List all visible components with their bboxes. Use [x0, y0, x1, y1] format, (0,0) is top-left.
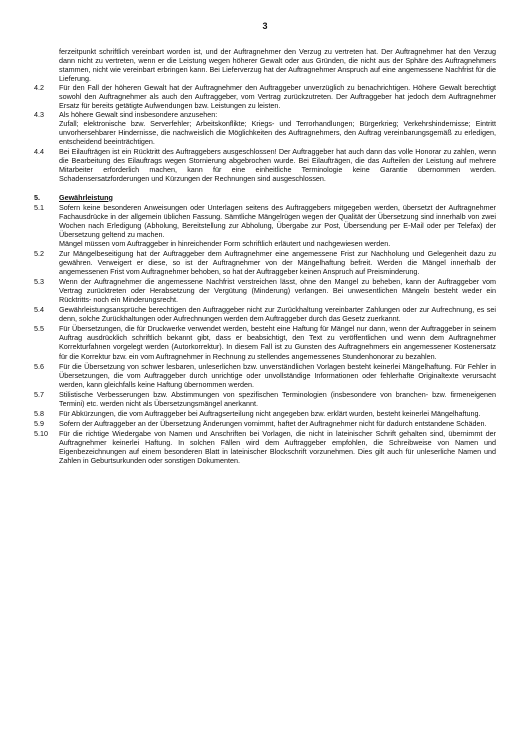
paragraph-text-note: Mängel müssen vom Auftraggeber in hinreichender Form schriftlich erläutert und nachgewiesen werden. — [59, 238, 391, 248]
paragraph-5-10 — [34, 429, 496, 465]
paragraph-text: Für die richtige Wiedergabe von Namen und Anschriften bei Vorlagen, die nicht in lateinischer Schrift gehalten sind, übernimmt der Auftragnehmer keinerlei Haftung. In solchen Fällen wird dem Auftraggeber empfohlen, die Schreibweise von Namen und Eigenbezeichnungen auf einem besonderen Blatt in lateinischer Blockschrift vorzunehmen. Dies gilt auch für unleserliche Namen und Zahlen in Geburtsurkunden oder sonstigen Dokumenten. — [59, 428, 496, 466]
paragraph-number: 5.10 — [34, 428, 48, 438]
section-number: 5. — [34, 192, 40, 202]
paragraph-5-1 — [34, 203, 496, 248]
paragraph-text-list: Zufall; elektronische bzw. Serverfehler; Arbeitskonflikte; Kriegs- und Terrorhandlungen; Bürgerkrieg; Verkehrshindernisse; Eintritt unvorhersehbarer Hindernisse, die nachweislich die Möglichkeiten des Auftragnehmers, den Auftrag vereinbarungsgemäß zu erledigen, entscheidend beeinträchtigen. — [59, 119, 496, 147]
paragraph-5-7 — [34, 390, 496, 408]
paragraph-text: Gewährleistungsansprüche berechtigen den Auftraggeber nicht zur Zurückhaltung vereinbarter Zahlungen oder zur Aufrechnung, es sei denn, solche Zurückhaltungen oder Aufrechnungen werden dem Auftraggeber durch das Gesetz zuerkannt. — [59, 305, 496, 324]
paragraph-5-9 — [34, 419, 496, 428]
paragraph-number: 5.4 — [34, 305, 44, 315]
paragraph-4-2 — [34, 83, 496, 110]
paragraph-number: 4.3 — [34, 110, 44, 120]
paragraph-4-3 — [34, 110, 496, 146]
paragraph-number: 5.7 — [34, 389, 44, 399]
paragraph-number: 4.4 — [34, 146, 44, 156]
paragraph-text: Sofern keine besonderen Anweisungen oder Unterlagen seitens des Auftraggebers mitgegeben werden, übersetzt der Auftragnehmer Fachausdrücke in der allgemein üblichen Fassung. Sämtliche Mängelrügen wegen der Qualität der Übersetzung sind innerhalb von zwei Wochen nach Erledigung (Abholung, Bereitstellung zur Abholung, Übergabe zur Post, Übersendung per E-Mail oder per Telefax) der Übersetzung geltend zu machen. — [59, 202, 496, 239]
page-number: 3 — [262, 21, 268, 31]
paragraph-text: ferzeitpunkt schriftlich vereinbart worden ist, und der Auftragnehmer den Verzug zu vertreten hat. Der Auftragnehmer hat den Verzug dann nicht zu vertreten, wenn er die Leistung wegen höherer Gewalt oder aus Gründen, die nicht aus der Sphäre des Auftragnehmers stammen, nicht wie vereinbart erbringen kann. Bei Lieferverzug hat der Auftragnehmer Anspruch auf eine angemessene Nachfrist für die Lieferung. — [59, 47, 496, 84]
paragraph-5-2 — [34, 249, 496, 276]
paragraph-text: Für Abkürzungen, die vom Auftraggeber bei Auftragserteilung nicht angegeben bzw. erklärt wurden, besteht keinerlei Mängelhaftung. — [59, 408, 481, 418]
paragraph-text: Wenn der Auftragnehmer die angemessene Nachfrist verstreichen lässt, ohne den Mangel zu beheben, kann der Auftraggeber vom Vertrag zurücktreten oder Herabsetzung der Vergütung (Minderung) verlangen. Bei unwesentlichen Mängeln besteht weder ein Rücktritts- noch ein Minderungsrecht. — [59, 277, 496, 305]
paragraph-5-5 — [34, 324, 496, 360]
paragraph-text: Als höhere Gewalt sind insbesondere anzusehen: — [59, 110, 218, 120]
paragraph-text: Für die Übersetzung von schwer lesbaren, unleserlichen bzw. unverständlichen Vorlagen besteht keinerlei Mängelhaftung. Für Fehler in Übersetzungen, die vom Auftraggeber durch unrichtige oder unvollständige Informationen oder fehlerhafte Originaltexte verursacht werden, kann gleichfalls keine Haftung übernommen werden. — [59, 361, 496, 389]
paragraph-text: Bei Eilaufträgen ist ein Rücktritt des Auftraggebers ausgeschlossen! Der Auftraggeber hat auch dann das volle Honorar zu zahlen, wenn die Bearbeitung des Eilauftrags wegen Stornierung abgebrochen wurde. Bei Eilaufträgen, die das Aufteilen der Leistung auf mehrere Mitarbeiter erforderlich machen, kann für eine einheitliche Terminologie keine Garantie übernommen werden. Schadensersatzforderungen und Kürzungen der Rechnungen sind ausgeschlossen. — [59, 146, 496, 183]
section-heading — [34, 193, 496, 202]
paragraph-number: 5.5 — [34, 324, 44, 334]
paragraph-text: Zur Mängelbeseitigung hat der Auftraggeber dem Auftragnehmer eine angemessene Frist zur Nachholung und Gelegenheit dazu zu gewähren. Verweigert er diese, so ist der Auftragnehmer von der Mängelhaftung befreit. Werden die Mängel innerhalb der angemessenen Frist vom Auftragnehmer behoben, so hat der Auftraggeber keinen Anspruch auf Preisminderung. — [59, 248, 496, 277]
paragraph-5-6 — [34, 362, 496, 389]
paragraph-number: 5.8 — [34, 408, 44, 418]
paragraph-text: Für den Fall der höheren Gewalt hat der Auftragnehmer den Auftraggeber unverzüglich zu benachrichtigen. Höhere Gewalt berechtigt sowohl den Auftragnehmer als auch den Auftraggeber, vom Vertrag zurückzutreten. Der Auftraggeber hat jedoch dem Auftragnehmer Ersatz für bereits getätigte Aufwendungen bzw. Leistungen zu leisten. — [59, 83, 496, 111]
paragraph-number: 5.1 — [34, 202, 44, 212]
page-content — [34, 47, 496, 465]
section-title: Gewährleistung — [59, 192, 113, 202]
paragraph-text: Sofern der Auftraggeber an der Übersetzung Änderungen vornimmt, haftet der Auftragnehmer nicht für dadurch entstandene Schäden. — [59, 418, 487, 428]
paragraph-4-4 — [34, 147, 496, 183]
paragraph-5-3 — [34, 277, 496, 304]
paragraph-continuation — [34, 47, 496, 83]
paragraph-5-8 — [34, 409, 496, 418]
paragraph-text: Für Übersetzungen, die für Druckwerke verwendet werden, besteht eine Haftung für Mängel nur dann, wenn der Auftraggeber in seinem Auftrag ausdrücklich schriftlich bekannt gibt, dass er beabsichtigt, den Text zu veröffentlichen und wenn dem Auftragnehmer Korrekturfahnen vorgelegt werden (Autorkorrektur). In diesem Fall ist zu Gunsten des Auftragnehmers ein angemessener Kostenersatz für die Korrektur bzw. ein vom Auftragnehmer in Rechnung zu stellendes angemessenes Stundenhonorar zu bezahlen. — [59, 324, 496, 361]
paragraph-5-4 — [34, 305, 496, 323]
paragraph-number: 4.2 — [34, 83, 44, 93]
paragraph-text: Stilistische Verbesserungen bzw. Abstimmungen von spezifischen Terminologien (insbesondere von branchen- bzw. firmeneigenen Termini) etc. werden nicht als Übersetzungsmängel anerkannt. — [59, 389, 496, 408]
paragraph-number: 5.3 — [34, 277, 44, 287]
paragraph-number: 5.2 — [34, 248, 44, 258]
paragraph-number: 5.6 — [34, 361, 44, 371]
paragraph-number: 5.9 — [34, 418, 44, 428]
